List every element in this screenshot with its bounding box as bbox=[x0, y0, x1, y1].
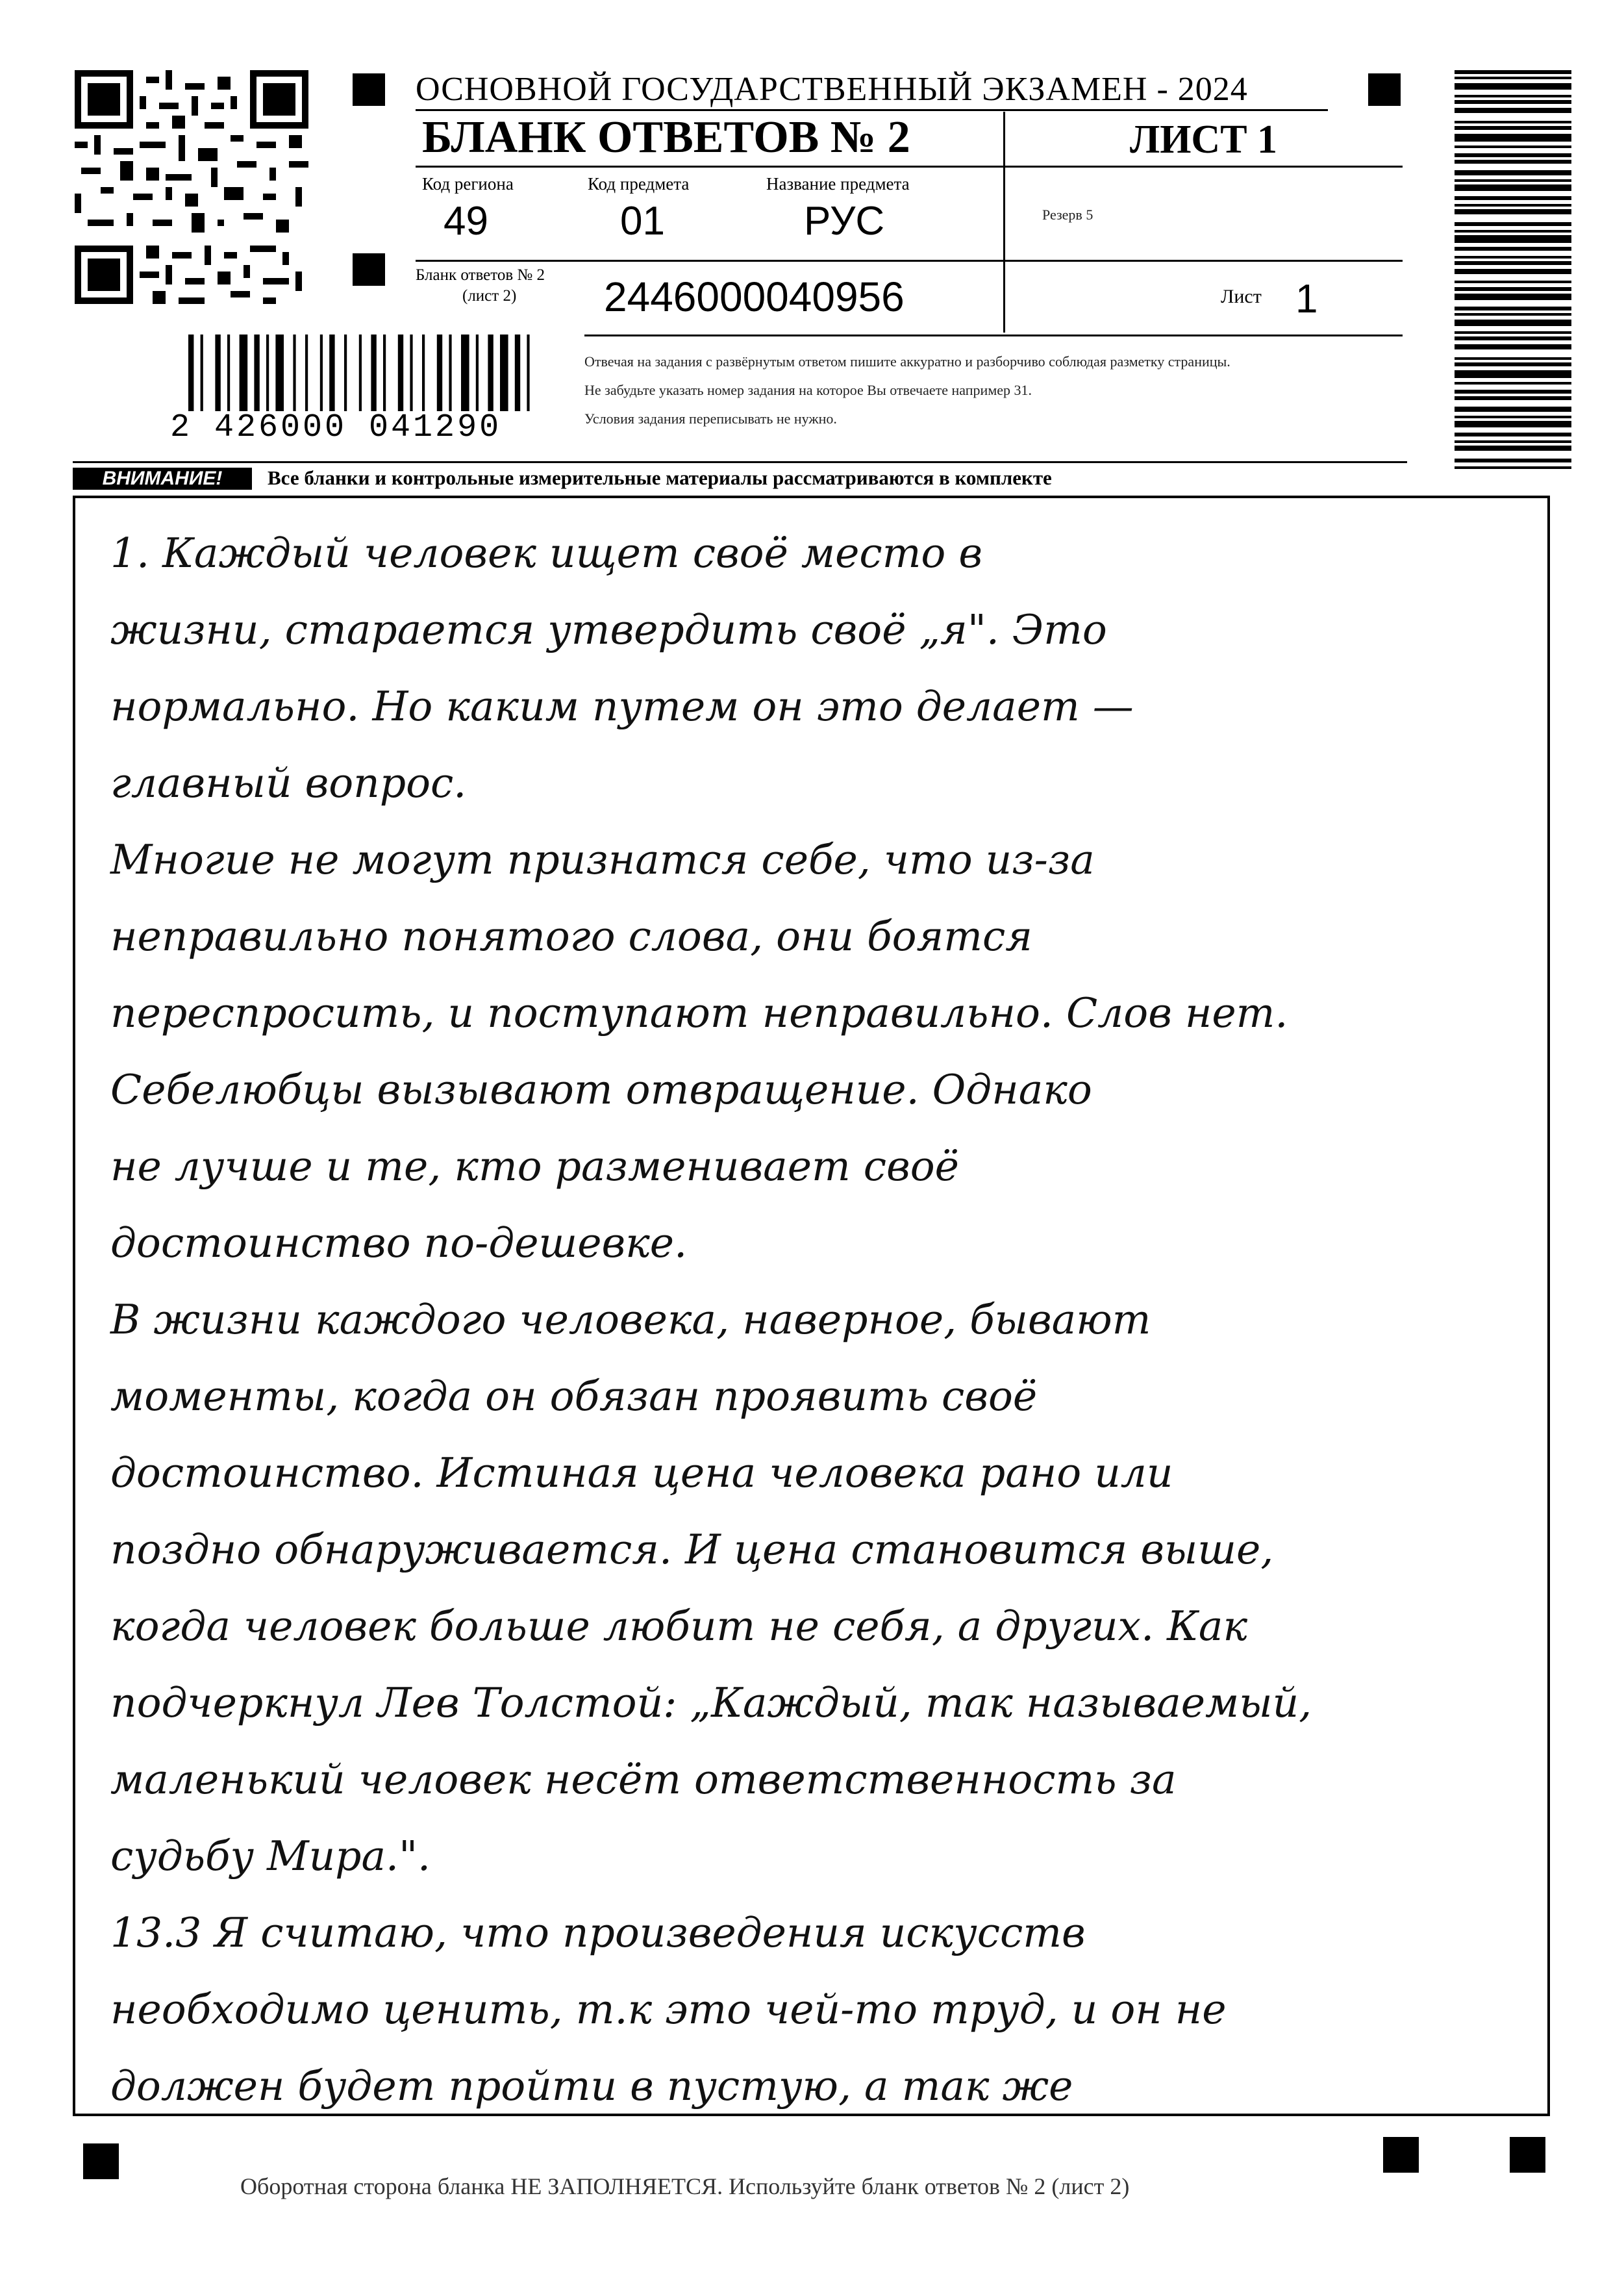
barcode-bar bbox=[410, 335, 412, 411]
answer-line: подчеркнул Лев Толстой: „Каждый, так называемый, bbox=[110, 1679, 1312, 1726]
answer-line: Многие не могут признатся себе, что из-за bbox=[110, 836, 1095, 883]
barcode-bar bbox=[227, 335, 230, 411]
footer-note: Оборотная сторона бланка НЕ ЗАПОЛНЯЕТСЯ. Используйте бланк ответов № 2 (лист 2) bbox=[240, 2173, 1130, 2199]
region-code-label: Код региона bbox=[422, 174, 514, 194]
side-barcode-stripe bbox=[1455, 235, 1571, 243]
barcode-bar bbox=[254, 335, 259, 411]
side-barcode-stripe bbox=[1455, 407, 1571, 412]
side-barcode-stripe bbox=[1455, 179, 1571, 182]
side-barcode-stripe bbox=[1455, 313, 1571, 316]
barcode-bar bbox=[515, 335, 520, 411]
side-barcode-stripe bbox=[1455, 209, 1571, 214]
alignment-mark bbox=[83, 2143, 119, 2179]
side-barcode-stripe bbox=[1455, 362, 1571, 366]
subject-code-value: 01 bbox=[620, 199, 665, 244]
side-barcode-stripe bbox=[1455, 390, 1571, 394]
instruction-line: Отвечая на задания с развёрнутым ответом пишите аккуратно и разборчиво соблюдая разметку страницы. bbox=[584, 353, 1230, 370]
side-barcode-stripe bbox=[1455, 287, 1571, 291]
answer-line: маленький человек несёт ответственность за bbox=[110, 1756, 1177, 1803]
reserve-label: Резерв 5 bbox=[1042, 207, 1093, 223]
barcode-bar bbox=[488, 335, 493, 411]
exam-title: ОСНОВНОЙ ГОСУДАРСТВЕННЫЙ ЭКЗАМЕН - 2024 bbox=[416, 71, 1248, 108]
subject-name-label: Название предмета bbox=[766, 174, 910, 194]
answer-line: жизни, старается утвердить своё „я". Это bbox=[110, 606, 1107, 653]
barcode-bar bbox=[527, 335, 529, 411]
side-barcode-stripe bbox=[1455, 77, 1571, 79]
side-barcode-stripe bbox=[1455, 307, 1571, 310]
answer-line: судьбу Мира.". bbox=[110, 1832, 431, 1880]
side-barcode-stripe bbox=[1455, 396, 1571, 400]
alignment-mark bbox=[1383, 2137, 1419, 2173]
barcode-bar bbox=[201, 335, 203, 411]
form-number-label: Бланк ответов № 2 bbox=[416, 266, 545, 284]
side-barcode-stripe bbox=[1455, 170, 1571, 175]
side-barcode-stripe bbox=[1455, 433, 1571, 436]
answer-line: когда человек больше любит не себя, а других. Как bbox=[110, 1602, 1248, 1650]
form-title: БЛАНК ОТВЕТОВ № 2 bbox=[422, 112, 910, 162]
answer-line: поздно обнаруживается. И цена становится выше, bbox=[110, 1526, 1274, 1573]
side-barcode-stripe bbox=[1455, 320, 1571, 326]
divider bbox=[416, 166, 1403, 168]
side-barcode-stripe bbox=[1455, 196, 1571, 200]
answer-line: главный вопрос. bbox=[110, 759, 467, 807]
side-barcode-stripe bbox=[1455, 281, 1571, 283]
barcode-bar bbox=[188, 335, 194, 411]
side-barcode-stripe bbox=[1455, 247, 1571, 251]
side-barcode-stripe bbox=[1455, 294, 1571, 300]
divider bbox=[584, 335, 1403, 336]
side-barcode-stripe bbox=[1455, 256, 1571, 259]
divider bbox=[416, 260, 1403, 262]
alignment-mark bbox=[353, 253, 385, 286]
barcode bbox=[188, 335, 565, 411]
side-barcode-stripe bbox=[1455, 421, 1571, 427]
side-barcode-stripe bbox=[1455, 126, 1571, 130]
barcode-bar bbox=[500, 335, 508, 411]
warning-text: Все бланки и контрольные измерительные материалы рассматриваются в комплекте bbox=[268, 466, 1052, 489]
side-barcode-stripe bbox=[1455, 440, 1571, 443]
barcode-bar bbox=[344, 335, 347, 411]
barcode-bar bbox=[398, 335, 403, 411]
answer-line: неправильно понятого слова, они боятся bbox=[110, 913, 1032, 960]
answer-line: переспросить, и поступают неправильно. Слов нет. bbox=[110, 989, 1288, 1037]
barcode-bar bbox=[371, 335, 376, 411]
barcode-bar bbox=[266, 335, 269, 411]
barcode-bar bbox=[215, 335, 220, 411]
side-barcode-stripe bbox=[1455, 370, 1571, 378]
side-barcode-stripe bbox=[1455, 145, 1571, 148]
side-barcode-stripe bbox=[1455, 344, 1571, 349]
answer-line: В жизни каждого человека, наверное, бывают bbox=[110, 1296, 1151, 1343]
form-number-sublabel: (лист 2) bbox=[462, 287, 517, 305]
barcode-bar bbox=[305, 335, 308, 411]
sheet-title: ЛИСТ 1 bbox=[1130, 118, 1278, 162]
barcode-bar bbox=[320, 335, 323, 411]
alignment-mark bbox=[1368, 73, 1401, 106]
warning-badge: ВНИМАНИЕ! bbox=[73, 468, 252, 490]
answer-line: 13.3 Я считаю, что произведения искусств bbox=[110, 1909, 1086, 1956]
barcode-bar bbox=[383, 335, 386, 411]
barcode-bar bbox=[293, 335, 295, 411]
side-barcode-stripe bbox=[1455, 416, 1571, 418]
side-barcode-stripe bbox=[1455, 100, 1571, 104]
side-barcode-stripe bbox=[1455, 121, 1571, 123]
instruction-line: Условия задания переписывать не нужно. bbox=[584, 411, 837, 427]
barcode-bar bbox=[437, 335, 442, 411]
barcode-bar bbox=[449, 335, 451, 411]
answer-line: моменты, когда он обязан проявить своё bbox=[110, 1372, 1038, 1420]
barcode-bar bbox=[240, 335, 248, 411]
side-barcode-stripe bbox=[1455, 261, 1571, 265]
instruction-line: Не забудьте указать номер задания на которое Вы отвечаете например 31. bbox=[584, 382, 1032, 398]
side-barcode-stripe bbox=[1455, 204, 1571, 207]
alignment-mark bbox=[1510, 2137, 1545, 2173]
subject-name-value: РУС bbox=[804, 199, 885, 244]
side-barcode-stripe bbox=[1455, 222, 1571, 226]
side-barcode-stripe bbox=[1455, 382, 1571, 385]
side-barcode-stripe bbox=[1455, 108, 1571, 113]
side-barcode-stripe bbox=[1455, 153, 1571, 157]
answer-line: достоинство по-дешевке. bbox=[110, 1219, 688, 1267]
side-barcode-stripe bbox=[1455, 269, 1571, 274]
answer-line: должен будет пройти в пустую, а так же bbox=[110, 2062, 1073, 2110]
barcode-bar bbox=[476, 335, 479, 411]
barcode-bar bbox=[329, 335, 334, 411]
sheet-number-label: Лист bbox=[1221, 286, 1262, 307]
side-barcode bbox=[1455, 70, 1571, 473]
sheet-number-value: 1 bbox=[1295, 277, 1318, 322]
barcode-bar bbox=[422, 335, 425, 411]
region-code-value: 49 bbox=[443, 199, 488, 244]
barcode-bar bbox=[275, 335, 284, 411]
answer-line: нормально. Но каким путем он это делает — bbox=[110, 683, 1134, 730]
side-barcode-stripe bbox=[1455, 134, 1571, 142]
side-barcode-stripe bbox=[1455, 83, 1571, 90]
side-barcode-stripe bbox=[1455, 230, 1571, 233]
divider bbox=[1003, 112, 1005, 333]
barcode-number: 2 426000 041290 bbox=[170, 409, 502, 446]
side-barcode-stripe bbox=[1455, 95, 1571, 97]
divider bbox=[416, 109, 1328, 111]
side-barcode-stripe bbox=[1455, 70, 1571, 74]
side-barcode-stripe bbox=[1455, 184, 1571, 191]
barcode-bar bbox=[359, 335, 362, 411]
side-barcode-stripe bbox=[1455, 357, 1571, 360]
side-barcode-stripe bbox=[1455, 466, 1571, 469]
side-barcode-stripe bbox=[1455, 336, 1571, 340]
subject-code-label: Код предмета bbox=[588, 174, 690, 194]
side-barcode-stripe bbox=[1455, 459, 1571, 462]
divider bbox=[73, 461, 1407, 463]
side-barcode-stripe bbox=[1455, 446, 1571, 451]
side-barcode-stripe bbox=[1455, 331, 1571, 334]
answer-line: не лучше и те, кто разменивает своё bbox=[110, 1143, 959, 1190]
answer-line: необходимо ценить, т.к это чей-то труд, и он не bbox=[110, 1986, 1227, 2033]
barcode-bar bbox=[461, 335, 469, 411]
qr-code bbox=[75, 70, 308, 304]
answer-line: Себелюбцы вызывают отвращение. Однако bbox=[110, 1066, 1092, 1113]
answer-line: 1. Каждый человек ищет своё место в bbox=[110, 529, 983, 577]
alignment-mark bbox=[353, 73, 385, 106]
answer-line: достоинство. Истиная цена человека рано или bbox=[110, 1449, 1173, 1497]
form-number-value: 2446000040956 bbox=[604, 273, 905, 320]
side-barcode-stripe bbox=[1455, 160, 1571, 164]
